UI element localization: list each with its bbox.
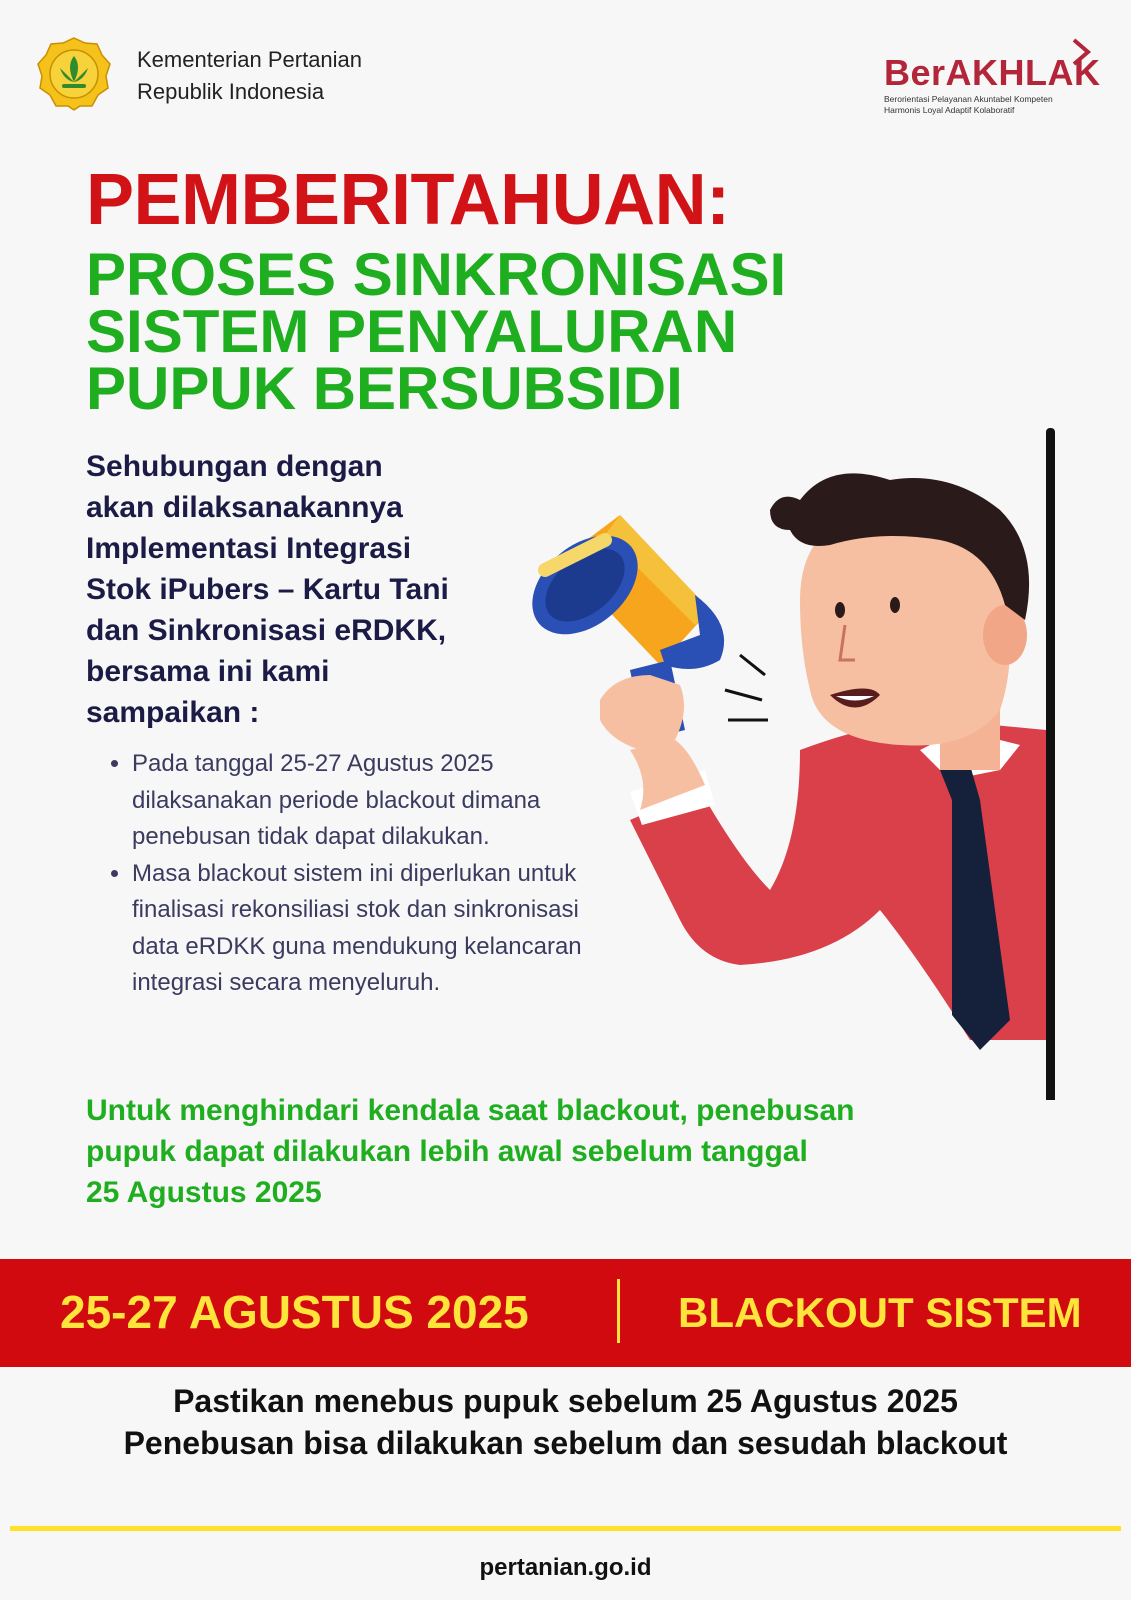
berakhlak-tagline <box>884 94 1053 116</box>
blackout-label: BLACKOUT SISTEM <box>678 1289 1082 1336</box>
intro-line: Sehubungan dengan <box>86 450 383 483</box>
intro-line: sampaikan : <box>86 696 260 729</box>
intro-line: Stok iPubers – Kartu Tani <box>86 573 449 606</box>
chevron-right-icon <box>1070 38 1094 68</box>
intro-line: dan Sinkronisasi eRDKK, <box>86 614 447 647</box>
note-line: pupuk dapat dilakukan lebih awal sebelum tanggal <box>86 1135 808 1168</box>
ministry-name-line2: Republik Indonesia <box>137 79 325 104</box>
bullet-item: • Masa blackout sistem ini diperlukan untuk finalisasi rekonsiliasi stok dan sinkronisasi data eRDKK guna mendukung kelancaran integrasi secara menyeluruh. <box>132 856 612 1002</box>
announcement-subtitle <box>86 241 986 422</box>
reminder-line: Pastikan menebus pupuk sebelum 25 Agustus 2025 <box>173 1383 958 1419</box>
early-redemption-note <box>86 1090 986 1213</box>
note-line: 25 Agustus 2025 <box>86 1176 322 1209</box>
subtitle-line: PUPUK BERSUBSIDI <box>86 355 683 422</box>
reminder-line: Penebusan bisa dilakukan sebelum dan sesudah blackout <box>123 1425 1008 1461</box>
footer-divider <box>10 1526 1121 1531</box>
announcement-title: PEMBERITAHUAN: <box>86 160 730 240</box>
ministry-name <box>137 44 362 108</box>
blackout-banner <box>0 1259 1131 1367</box>
berakhlak-brand: BerAKHLAK <box>884 52 1101 93</box>
subtitle-line: PROSES SINKRONISASI <box>86 241 787 308</box>
bullet-item: • Pada tanggal 25-27 Agustus 2025 dilaksanakan periode blackout dimana penebusan tidak dapat dilakukan. <box>132 746 612 856</box>
intro-line: Implementasi Integrasi <box>86 532 412 565</box>
website-link[interactable]: pertanian.go.id <box>479 1554 652 1581</box>
berakhlak-tagline-line1: Berorientasi Pelayanan Akuntabel Kompeten <box>884 94 1053 104</box>
banner-divider <box>617 1279 620 1343</box>
reminder-text <box>0 1380 1131 1464</box>
intro-paragraph <box>86 446 526 733</box>
sound-wave-line <box>725 690 762 700</box>
ministry-name-line1: Kementerian Pertanian <box>137 47 363 72</box>
intro-line: bersama ini kami <box>86 655 330 688</box>
megaphone-man-illustration <box>500 420 1100 1100</box>
sound-wave-line <box>740 655 765 675</box>
blackout-dates: 25-27 AGUSTUS 2025 <box>60 1286 529 1338</box>
eye-icon <box>835 602 845 618</box>
berakhlak-logo <box>880 38 1100 118</box>
intro-line: akan dilaksanakannya <box>86 491 403 524</box>
note-line: Untuk menghindari kendala saat blackout, penebusan <box>86 1094 855 1127</box>
ministry-logo-icon <box>36 36 112 112</box>
berakhlak-tagline-line2: Harmonis Loyal Adaptif Kolaboratif <box>884 105 1015 115</box>
eye-icon <box>890 597 900 613</box>
subtitle-line: SISTEM PENYALURAN <box>86 298 738 365</box>
wall-edge-line <box>1046 428 1055 1100</box>
hand-shape <box>600 675 684 750</box>
